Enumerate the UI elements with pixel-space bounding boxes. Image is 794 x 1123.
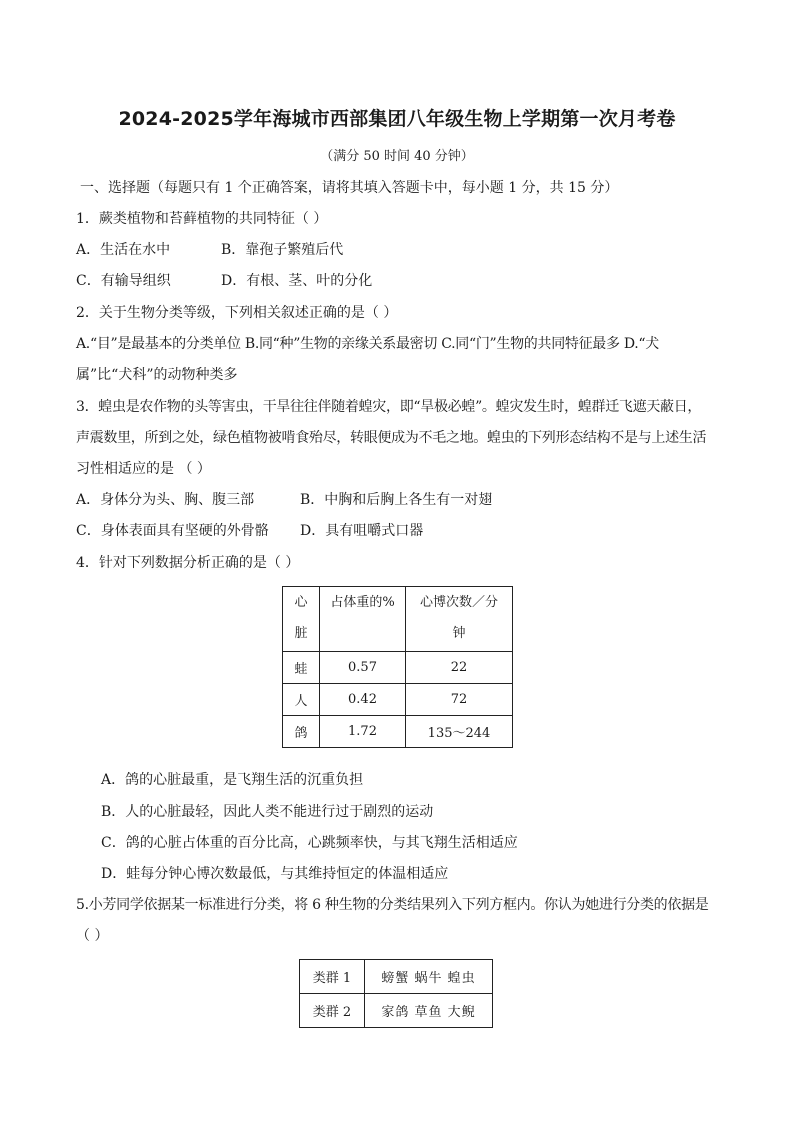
q3-option-b: B．中胸和后胸上各生有一对翅 bbox=[300, 492, 493, 508]
table-row bbox=[300, 960, 493, 994]
q4-stem: 4．针对下列数据分析正确的是（ ） bbox=[76, 555, 300, 571]
q1-option-b: B．靠孢子繁殖后代 bbox=[221, 242, 344, 258]
table-header-row bbox=[283, 587, 513, 652]
table-cell: 螃蟹 蜗牛 蝗虫 bbox=[365, 960, 493, 994]
table-cell: 鸽 bbox=[283, 716, 320, 748]
classification-table bbox=[299, 959, 493, 1028]
q4-option-b: B．人的心脏最轻，因此人类不能进行过于剧烈的运动 bbox=[101, 804, 434, 820]
q3-stem-line3: 习性相适应的是 （ ） bbox=[76, 461, 211, 477]
q3-option-a: A．身体分为头、胸、腹三部 bbox=[76, 492, 255, 508]
table-cell: 1.72 bbox=[320, 716, 406, 748]
q1-stem: 1．蕨类植物和苔藓植物的共同特征（ ） bbox=[76, 211, 328, 227]
q3-option-d: D．具有咀嚼式口器 bbox=[300, 523, 424, 539]
table-cell: 22 bbox=[406, 652, 513, 684]
section-heading: 一、选择题（每题只有 1 个正确答案，请将其填入答题卡中，每小题 1 分，共 15 分） bbox=[80, 180, 619, 196]
table-cell: 类群 1 bbox=[300, 960, 365, 994]
table-row bbox=[283, 716, 513, 748]
table-header-cell: 心 脏 bbox=[283, 587, 320, 652]
table-header-cell: 占体重的% bbox=[320, 587, 406, 652]
q3-stem-line1: 3．蝗虫是农作物的头等害虫，干旱往往伴随着蝗灾，即“旱极必蝗”。蝗灾发生时，蝗群迁飞遮天蔽日， bbox=[76, 399, 702, 415]
q4-option-a: A．鸽的心脏最重，是飞翔生活的沉重负担 bbox=[101, 772, 364, 788]
table-cell: 0.57 bbox=[320, 652, 406, 684]
table-row bbox=[300, 994, 493, 1028]
table-row bbox=[283, 684, 513, 716]
table-cell: 0.42 bbox=[320, 684, 406, 716]
q4-option-c: C．鸽的心脏占体重的百分比高，心跳频率快，与其飞翔生活相适应 bbox=[101, 835, 518, 851]
heart-data-table bbox=[282, 586, 513, 748]
q2-options-line1: A.“目”是最基本的分类单位 B.同“种”生物的亲缘关系最密切 C.同“门”生物的共同特征最多 D.“犬 bbox=[76, 336, 659, 352]
table-cell: 人 bbox=[283, 684, 320, 716]
table-cell: 135～244 bbox=[406, 716, 513, 748]
table-cell: 72 bbox=[406, 684, 513, 716]
q2-stem: 2．关于生物分类等级，下列相关叙述正确的是（ ） bbox=[76, 305, 398, 321]
q1-option-d: D．有根、茎、叶的分化 bbox=[221, 273, 373, 289]
table-cell: 类群 2 bbox=[300, 994, 365, 1028]
table-row bbox=[283, 652, 513, 684]
table-cell: 家鸽 草鱼 大鲵 bbox=[365, 994, 493, 1028]
table-cell: 蛙 bbox=[283, 652, 320, 684]
q5-stem-line1: 5.小芳同学依据某一标准进行分类，将 6 种生物的分类结果列入下列方框内。你认为她进行分类的依据是 bbox=[76, 897, 709, 913]
q3-option-c: C．身体表面具有坚硬的外骨骼 bbox=[76, 523, 269, 539]
table-header-cell: 心博次数／分 钟 bbox=[406, 587, 513, 652]
q5-stem-line2: （ ） bbox=[76, 928, 109, 944]
q1-option-c: C．有输导组织 bbox=[76, 273, 171, 289]
q3-stem-line2: 声震数里，所到之处，绿色植物被啃食殆尽，转眼便成为不毛之地。蝗虫的下列形态结构不是与上述生活 bbox=[76, 430, 707, 446]
exam-subtitle: （满分 50 时间 40 分钟） bbox=[320, 149, 474, 164]
exam-title: 2024-2025学年海城市西部集团八年级生物上学期第一次月考卷 bbox=[118, 108, 676, 130]
q1-option-a: A．生活在水中 bbox=[76, 242, 171, 258]
q2-options-line2: 属”比“犬科”的动物种类多 bbox=[76, 367, 238, 383]
q4-option-d: D．蛙每分钟心博次数最低，与其维持恒定的体温相适应 bbox=[101, 866, 449, 882]
